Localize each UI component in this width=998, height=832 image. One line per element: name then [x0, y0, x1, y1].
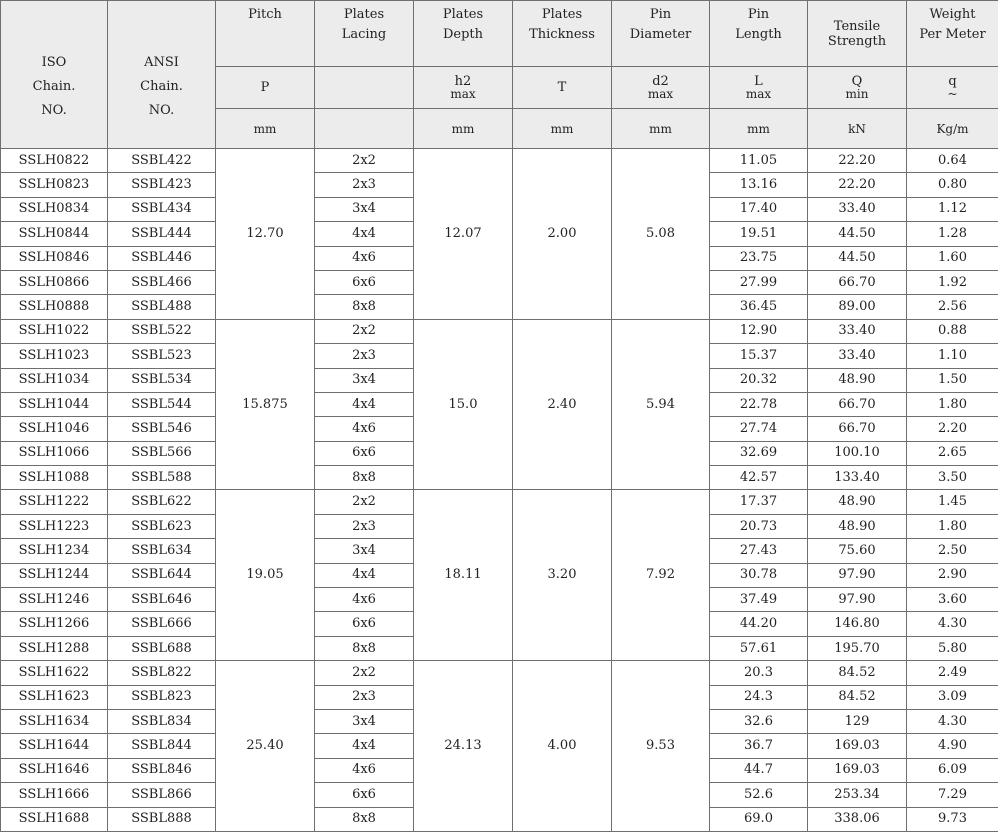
tensile-cell: 75.60 [808, 539, 907, 563]
tensile-qualifier: min [808, 88, 906, 100]
ansi-chain-cell: SSBL522 [108, 319, 216, 343]
lacing-unit [315, 109, 414, 149]
iso-chain-cell: SSLH1046 [1, 417, 108, 441]
weight-cell: 6.09 [907, 758, 998, 782]
pin-length-cell: 11.05 [710, 149, 808, 173]
ansi-chain-cell: SSBL466 [108, 270, 216, 294]
lacing-cell: 4x6 [315, 588, 414, 612]
iso-chain-cell: SSLH1246 [1, 588, 108, 612]
lacing-cell: 2x3 [315, 173, 414, 197]
pin-diameter-title: Pin [650, 7, 671, 22]
pitch-header [216, 1, 315, 67]
tensile-cell: 22.20 [808, 149, 907, 173]
pin-length-cell: 12.90 [710, 319, 808, 343]
table-row [1, 319, 998, 343]
thickness-symbol: T [513, 81, 611, 94]
lacing-header [315, 1, 414, 67]
pin-length-title: Length [735, 27, 782, 42]
lacing-cell: 2x2 [315, 319, 414, 343]
tensile-cell: 22.20 [808, 173, 907, 197]
weight-cell: 3.60 [907, 588, 998, 612]
pin-length-cell: 52.6 [710, 783, 808, 807]
iso-chain-cell: SSLH1044 [1, 392, 108, 416]
thickness-symbol-cell [513, 67, 612, 109]
pitch-unit: mm [216, 109, 315, 149]
lacing-cell: 2x2 [315, 490, 414, 514]
depth-cell: 24.13 [414, 661, 513, 832]
weight-cell: 2.49 [907, 661, 998, 685]
ansi-header-line: NO. [149, 103, 174, 118]
iso-chain-cell: SSLH1266 [1, 612, 108, 636]
ansi-chain-cell: SSBL688 [108, 636, 216, 660]
tensile-cell: 133.40 [808, 466, 907, 490]
pin-length-cell: 27.99 [710, 270, 808, 294]
thickness-cell: 4.00 [513, 661, 612, 832]
pitch-cell: 15.875 [216, 319, 315, 490]
iso-chain-cell: SSLH0866 [1, 270, 108, 294]
ansi-chain-cell: SSBL834 [108, 709, 216, 733]
pin-diameter-cell: 7.92 [612, 490, 710, 661]
tensile-cell: 33.40 [808, 344, 907, 368]
lacing-cell: 4x6 [315, 758, 414, 782]
iso-chain-cell: SSLH1244 [1, 563, 108, 587]
pin-length-qualifier: max [710, 88, 807, 100]
pin-diameter-symbol-cell [612, 67, 710, 109]
lacing-cell: 4x4 [315, 563, 414, 587]
pin-length-cell: 42.57 [710, 466, 808, 490]
iso-chain-cell: SSLH1022 [1, 319, 108, 343]
tensile-title: Tensile [834, 19, 880, 34]
ansi-chain-cell: SSBL544 [108, 392, 216, 416]
lacing-cell: 6x6 [315, 783, 414, 807]
tensile-cell: 195.70 [808, 636, 907, 660]
iso-chain-cell: SSLH1288 [1, 636, 108, 660]
ansi-chain-cell: SSBL644 [108, 563, 216, 587]
weight-cell: 2.90 [907, 563, 998, 587]
weight-cell: 1.50 [907, 368, 998, 392]
tensile-header [808, 1, 907, 67]
weight-cell: 9.73 [907, 807, 998, 831]
lacing-cell: 6x6 [315, 612, 414, 636]
ansi-chain-cell: SSBL888 [108, 807, 216, 831]
iso-chain-cell: SSLH1623 [1, 685, 108, 709]
iso-header-line: NO. [41, 103, 66, 118]
weight-cell: 1.12 [907, 197, 998, 221]
ansi-chain-cell: SSBL422 [108, 149, 216, 173]
ansi-chain-cell: SSBL434 [108, 197, 216, 221]
pin-length-cell: 17.37 [710, 490, 808, 514]
lacing-cell: 2x2 [315, 149, 414, 173]
iso-header [1, 1, 108, 149]
pin-diameter-title: Diameter [630, 27, 691, 42]
tensile-unit: kN [808, 109, 907, 149]
lacing-cell: 2x3 [315, 514, 414, 538]
weight-header [907, 1, 998, 67]
pin-length-cell: 19.51 [710, 222, 808, 246]
lacing-cell: 2x3 [315, 344, 414, 368]
lacing-cell: 8x8 [315, 466, 414, 490]
depth-qualifier: max [414, 88, 512, 100]
depth-header [414, 1, 513, 67]
iso-chain-cell: SSLH0888 [1, 295, 108, 319]
table-row [1, 149, 998, 173]
lacing-cell: 2x2 [315, 661, 414, 685]
weight-cell: 4.30 [907, 709, 998, 733]
thickness-header [513, 1, 612, 67]
ansi-header-line: ANSI [144, 55, 179, 70]
lacing-cell: 8x8 [315, 295, 414, 319]
pin-length-cell: 69.0 [710, 807, 808, 831]
weight-cell: 1.92 [907, 270, 998, 294]
tensile-cell: 89.00 [808, 295, 907, 319]
ansi-chain-cell: SSBL622 [108, 490, 216, 514]
weight-cell: 2.20 [907, 417, 998, 441]
tensile-cell: 84.52 [808, 661, 907, 685]
weight-cell: 1.60 [907, 246, 998, 270]
table-row [1, 661, 998, 685]
lacing-cell: 4x4 [315, 222, 414, 246]
weight-title: Per Meter [919, 27, 985, 42]
iso-chain-cell: SSLH0846 [1, 246, 108, 270]
lacing-cell: 8x8 [315, 636, 414, 660]
weight-cell: 1.80 [907, 392, 998, 416]
tensile-cell: 66.70 [808, 270, 907, 294]
weight-cell: 0.64 [907, 149, 998, 173]
thickness-unit: mm [513, 109, 612, 149]
lacing-cell: 3x4 [315, 197, 414, 221]
ansi-header [108, 1, 216, 149]
ansi-chain-cell: SSBL866 [108, 783, 216, 807]
iso-header-line: Chain. [33, 79, 76, 94]
tensile-cell: 48.90 [808, 490, 907, 514]
pin-diameter-header [612, 1, 710, 67]
depth-cell: 18.11 [414, 490, 513, 661]
pin-length-cell: 32.69 [710, 441, 808, 465]
tensile-cell: 338.06 [808, 807, 907, 831]
tensile-cell: 66.70 [808, 392, 907, 416]
tensile-cell: 48.90 [808, 514, 907, 538]
lacing-cell: 3x4 [315, 539, 414, 563]
tensile-cell: 44.50 [808, 222, 907, 246]
iso-chain-cell: SSLH0823 [1, 173, 108, 197]
tensile-cell: 33.40 [808, 197, 907, 221]
pitch-cell: 25.40 [216, 661, 315, 832]
pin-length-cell: 20.73 [710, 514, 808, 538]
thickness-cell: 2.40 [513, 319, 612, 490]
weight-cell: 3.50 [907, 466, 998, 490]
lacing-cell: 3x4 [315, 368, 414, 392]
tensile-cell: 253.34 [808, 783, 907, 807]
tensile-cell: 66.70 [808, 417, 907, 441]
weight-cell: 2.56 [907, 295, 998, 319]
table-header [1, 1, 998, 149]
pin-length-cell: 17.40 [710, 197, 808, 221]
pitch-title: Pitch [248, 7, 282, 22]
ansi-chain-cell: SSBL846 [108, 758, 216, 782]
iso-chain-cell: SSLH1644 [1, 734, 108, 758]
lacing-cell: 2x3 [315, 685, 414, 709]
lacing-title: Lacing [342, 27, 387, 42]
tensile-cell: 44.50 [808, 246, 907, 270]
iso-chain-cell: SSLH0834 [1, 197, 108, 221]
iso-chain-cell: SSLH1666 [1, 783, 108, 807]
weight-qualifier: ~ [907, 88, 998, 100]
pin-diameter-cell: 9.53 [612, 661, 710, 832]
lacing-cell: 6x6 [315, 441, 414, 465]
weight-symbol: q [907, 75, 998, 88]
iso-chain-cell: SSLH1222 [1, 490, 108, 514]
weight-cell: 1.28 [907, 222, 998, 246]
iso-chain-cell: SSLH0844 [1, 222, 108, 246]
tensile-cell: 33.40 [808, 319, 907, 343]
iso-chain-cell: SSLH1646 [1, 758, 108, 782]
lacing-cell: 4x6 [315, 417, 414, 441]
depth-symbol: h2 [414, 75, 512, 88]
depth-title: Depth [443, 27, 483, 42]
pin-length-cell: 15.37 [710, 344, 808, 368]
pin-diameter-cell: 5.08 [612, 149, 710, 320]
iso-chain-cell: SSLH1023 [1, 344, 108, 368]
tensile-cell: 97.90 [808, 563, 907, 587]
ansi-chain-cell: SSBL823 [108, 685, 216, 709]
weight-cell: 0.80 [907, 173, 998, 197]
iso-chain-cell: SSLH1066 [1, 441, 108, 465]
ansi-chain-cell: SSBL488 [108, 295, 216, 319]
pin-length-cell: 27.74 [710, 417, 808, 441]
ansi-chain-cell: SSBL844 [108, 734, 216, 758]
ansi-chain-cell: SSBL546 [108, 417, 216, 441]
ansi-chain-cell: SSBL566 [108, 441, 216, 465]
weight-cell: 5.80 [907, 636, 998, 660]
thickness-title: Thickness [529, 27, 595, 42]
ansi-chain-cell: SSBL588 [108, 466, 216, 490]
depth-title: Plates [443, 7, 483, 22]
weight-title: Weight [929, 7, 975, 22]
tensile-symbol-cell [808, 67, 907, 109]
lacing-symbol-cell [315, 67, 414, 109]
ansi-chain-cell: SSBL623 [108, 514, 216, 538]
lacing-title: Plates [344, 7, 384, 22]
tensile-cell: 100.10 [808, 441, 907, 465]
depth-cell: 12.07 [414, 149, 513, 320]
ansi-chain-cell: SSBL634 [108, 539, 216, 563]
iso-header-line: ISO [42, 55, 67, 70]
lacing-cell: 4x4 [315, 734, 414, 758]
pitch-cell: 12.70 [216, 149, 315, 320]
weight-cell: 0.88 [907, 319, 998, 343]
pitch-symbol: P [216, 81, 314, 94]
thickness-cell: 3.20 [513, 490, 612, 661]
pin-length-cell: 20.3 [710, 661, 808, 685]
ansi-chain-cell: SSBL446 [108, 246, 216, 270]
iso-chain-cell: SSLH0822 [1, 149, 108, 173]
pin-diameter-symbol: d2 [612, 75, 709, 88]
table-body [1, 149, 998, 832]
weight-unit: Kg/m [907, 109, 998, 149]
pin-length-cell: 44.7 [710, 758, 808, 782]
table-row [1, 490, 998, 514]
depth-cell: 15.0 [414, 319, 513, 490]
tensile-cell: 146.80 [808, 612, 907, 636]
pin-length-cell: 24.3 [710, 685, 808, 709]
thickness-title: Plates [542, 7, 582, 22]
ansi-chain-cell: SSBL523 [108, 344, 216, 368]
tensile-cell: 169.03 [808, 734, 907, 758]
pin-length-cell: 30.78 [710, 563, 808, 587]
lacing-cell: 6x6 [315, 270, 414, 294]
weight-cell: 2.50 [907, 539, 998, 563]
ansi-header-line: Chain. [140, 79, 183, 94]
iso-chain-cell: SSLH1688 [1, 807, 108, 831]
weight-symbol-cell [907, 67, 998, 109]
tensile-cell: 48.90 [808, 368, 907, 392]
thickness-cell: 2.00 [513, 149, 612, 320]
tensile-cell: 97.90 [808, 588, 907, 612]
pitch-symbol-cell [216, 67, 315, 109]
pin-diameter-unit: mm [612, 109, 710, 149]
ansi-chain-cell: SSBL646 [108, 588, 216, 612]
weight-cell: 3.09 [907, 685, 998, 709]
pin-length-cell: 32.6 [710, 709, 808, 733]
pin-length-header [710, 1, 808, 67]
lacing-cell: 3x4 [315, 709, 414, 733]
pin-length-cell: 57.61 [710, 636, 808, 660]
iso-chain-cell: SSLH1088 [1, 466, 108, 490]
pin-diameter-cell: 5.94 [612, 319, 710, 490]
ansi-chain-cell: SSBL822 [108, 661, 216, 685]
ansi-chain-cell: SSBL423 [108, 173, 216, 197]
tensile-cell: 129 [808, 709, 907, 733]
weight-cell: 1.45 [907, 490, 998, 514]
pin-length-symbol: L [710, 75, 807, 88]
weight-cell: 7.29 [907, 783, 998, 807]
ansi-chain-cell: SSBL534 [108, 368, 216, 392]
pin-length-cell: 22.78 [710, 392, 808, 416]
tensile-symbol: Q [808, 75, 906, 88]
depth-symbol-cell [414, 67, 513, 109]
weight-cell: 4.30 [907, 612, 998, 636]
lacing-cell: 8x8 [315, 807, 414, 831]
pin-length-unit: mm [710, 109, 808, 149]
pin-length-cell: 20.32 [710, 368, 808, 392]
pin-length-cell: 13.16 [710, 173, 808, 197]
depth-unit: mm [414, 109, 513, 149]
lacing-cell: 4x6 [315, 246, 414, 270]
tensile-title: Strength [828, 34, 886, 49]
pin-length-title: Pin [748, 7, 769, 22]
iso-chain-cell: SSLH1234 [1, 539, 108, 563]
pin-length-cell: 36.7 [710, 734, 808, 758]
pin-diameter-qualifier: max [612, 88, 709, 100]
pin-length-symbol-cell [710, 67, 808, 109]
pin-length-cell: 23.75 [710, 246, 808, 270]
pin-length-cell: 44.20 [710, 612, 808, 636]
ansi-chain-cell: SSBL444 [108, 222, 216, 246]
weight-cell: 1.10 [907, 344, 998, 368]
weight-cell: 2.65 [907, 441, 998, 465]
pin-length-cell: 36.45 [710, 295, 808, 319]
tensile-cell: 169.03 [808, 758, 907, 782]
pitch-cell: 19.05 [216, 490, 315, 661]
weight-cell: 1.80 [907, 514, 998, 538]
tensile-cell: 84.52 [808, 685, 907, 709]
pin-length-cell: 27.43 [710, 539, 808, 563]
ansi-chain-cell: SSBL666 [108, 612, 216, 636]
lacing-cell: 4x4 [315, 392, 414, 416]
iso-chain-cell: SSLH1634 [1, 709, 108, 733]
iso-chain-cell: SSLH1034 [1, 368, 108, 392]
iso-chain-cell: SSLH1622 [1, 661, 108, 685]
pin-length-cell: 37.49 [710, 588, 808, 612]
iso-chain-cell: SSLH1223 [1, 514, 108, 538]
weight-cell: 4.90 [907, 734, 998, 758]
